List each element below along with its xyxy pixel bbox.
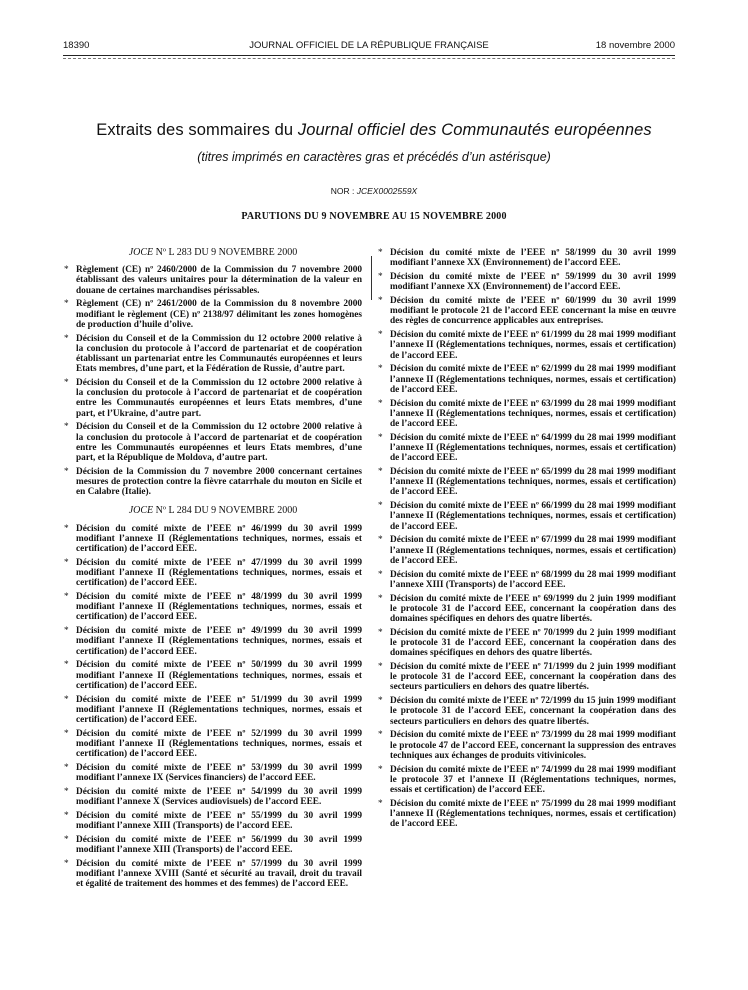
list-item xyxy=(378,628,676,659)
page-title-italic: Journal officiel des Communautés européennes xyxy=(297,121,652,139)
list-item-text: Décision du comité mixte de l’EEE nº 72/1999 du 15 juin 1999 modifiant le protocole 31 de l’accord EEE, concernant la coopération dans des secteurs particuliers en dehors des quatre libertés. xyxy=(390,696,676,727)
list-item-text: Décision du comité mixte de l’EEE nº 61/1999 du 28 mai 1999 modifiant l’annexe II (Réglementations techniques, normes, essais et certification) de l’accord EEE. xyxy=(390,330,676,361)
list-item xyxy=(64,811,362,831)
list-item xyxy=(378,399,676,430)
page-subtitle: (titres imprimés en caractères gras et précédés d’un astérisque) xyxy=(197,150,551,164)
header-rule-dashed xyxy=(63,58,675,59)
asterisk-marker: * xyxy=(378,501,383,512)
asterisk-marker: * xyxy=(64,787,69,798)
asterisk-marker: * xyxy=(64,265,69,276)
list-item-text: Décision du comité mixte de l’EEE nº 50/1999 du 30 avril 1999 modifiant l’annexe II (Réglementations techniques, normes, essais et certification) de l’accord EEE. xyxy=(76,660,362,691)
asterisk-marker: * xyxy=(64,626,69,637)
list-item xyxy=(378,296,676,327)
asterisk-marker: * xyxy=(64,523,69,534)
list-item xyxy=(378,501,676,532)
page-title xyxy=(0,121,748,140)
asterisk-marker: * xyxy=(64,835,69,846)
asterisk-marker: * xyxy=(378,535,383,546)
asterisk-marker: * xyxy=(378,248,383,258)
list-item-text: Décision du comité mixte de l’EEE nº 71/1999 du 2 juin 1999 modifiant le protocole 31 de l’accord EEE, concernant la coopération dans des secteurs particuliers en dehors des quatre libertés. xyxy=(390,662,676,693)
section-heading-journal: JOCE xyxy=(128,505,154,517)
list-item-text: Décision du comité mixte de l’EEE nº 55/1999 du 30 avril 1999 modifiant l’annexe XIII (Transports) de l’accord EEE. xyxy=(76,811,362,832)
list-item-text: Décision du comité mixte de l’EEE nº 57/1999 du 30 avril 1999 modifiant l’annexe XVIII (Santé et sécurité au travail, droit du travail et égalité de traitement des hommes et des femmes) de l’accord EEE. xyxy=(76,859,362,890)
list-item-text: Décision du comité mixte de l’EEE nº 64/1999 du 28 mai 1999 modifiant l’annexe II (Réglementations techniques, normes, essais et certification) de l’accord EEE. xyxy=(390,432,676,464)
asterisk-marker: * xyxy=(378,467,383,478)
list-item xyxy=(64,835,362,855)
list-item-text: Décision du comité mixte de l’EEE nº 63/1999 du 28 mai 1999 modifiant l’annexe II (Réglementations techniques, normes, essais et certification) de l’accord EEE. xyxy=(390,398,676,430)
list-item xyxy=(378,662,676,693)
running-header xyxy=(63,40,675,54)
list-item xyxy=(378,570,676,590)
list-item xyxy=(64,626,362,657)
list-item-text: Décision du comité mixte de l’EEE nº 56/1999 du 30 avril 1999 modifiant l’annexe XIII (Transports) de l’accord EEE. xyxy=(76,835,362,856)
list-item-text: Décision du comité mixte de l’EEE nº 75/1999 du 28 mai 1999 modifiant l’annexe II (Réglementations techniques, normes, essais et certification) de l’accord EEE. xyxy=(390,798,676,830)
nor-code: JCEX0002559X xyxy=(356,186,418,196)
asterisk-marker: * xyxy=(64,378,69,389)
asterisk-marker: * xyxy=(64,422,69,433)
header-rule xyxy=(63,55,675,56)
column-divider xyxy=(371,256,372,300)
list-item xyxy=(64,524,362,555)
list-item xyxy=(64,378,362,419)
section-heading xyxy=(64,506,362,516)
asterisk-marker: * xyxy=(64,299,69,310)
asterisk-marker: * xyxy=(64,811,69,822)
list-item xyxy=(64,763,362,783)
asterisk-marker: * xyxy=(378,330,383,341)
asterisk-marker: * xyxy=(378,569,383,580)
list-item-text: Décision de la Commission du 7 novembre 2000 concernant certaines mesures de protection contre la fièvre catarrhale du mouton en Sicile et en Calabre (Italie). xyxy=(76,466,362,498)
list-item-text: Décision du comité mixte de l’EEE nº 67/1999 du 28 mai 1999 modifiant l’annexe II (Réglementations techniques, normes, essais et certification) de l’accord EEE. xyxy=(390,535,676,566)
list-item xyxy=(378,364,676,395)
list-item xyxy=(378,467,676,498)
list-item xyxy=(378,799,676,830)
asterisk-marker: * xyxy=(64,592,69,603)
list-item-text: Décision du comité mixte de l’EEE nº 66/1999 du 28 mai 1999 modifiant l’annexe II (Réglementations techniques, normes, essais et certification) de l’accord EEE. xyxy=(390,501,676,532)
asterisk-marker: * xyxy=(64,859,69,870)
list-item-text: Règlement (CE) nº 2460/2000 de la Commission du 7 novembre 2000 établissant des valeurs unitaires pour la détermination de la valeur en douane de certaines marchandises périssables. xyxy=(76,265,362,296)
list-item-text: Décision du Conseil et de la Commission du 12 octobre 2000 relative à la conclusion du protocole à l’accord de partenariat et de coopération entre les Communautés européennes et leurs Etats membres, d’une part, et la République de Moldova, d’autre part. xyxy=(76,422,362,464)
section-heading-journal: JOCE xyxy=(128,247,154,258)
asterisk-marker: * xyxy=(64,466,69,477)
list-item xyxy=(64,729,362,760)
asterisk-marker: * xyxy=(378,296,383,306)
list-item xyxy=(378,730,676,761)
section-heading xyxy=(64,248,362,258)
section-list xyxy=(378,248,676,829)
list-item-text: Décision du comité mixte de l’EEE nº 58/1999 du 30 avril 1999 modifiant l’annexe XX (Environnement) de l’accord EEE. xyxy=(390,248,676,269)
page-title-prefix: Extraits des sommaires du xyxy=(96,121,298,139)
list-item-text: Décision du comité mixte de l’EEE nº 68/1999 du 28 mai 1999 modifiant l’annexe XIII (Transports) de l’accord EEE. xyxy=(390,569,676,590)
journal-title: JOURNAL OFFICIEL DE LA RÉPUBLIQUE FRANÇAISE xyxy=(249,40,489,51)
asterisk-marker: * xyxy=(378,272,383,282)
list-item-text: Décision du comité mixte de l’EEE nº 54/1999 du 30 avril 1999 modifiant l’annexe X (Services audiovisuels) de l’accord EEE. xyxy=(76,787,362,808)
list-item xyxy=(64,334,362,375)
section-list xyxy=(64,524,362,890)
list-item xyxy=(64,592,362,623)
list-item xyxy=(64,422,362,463)
list-item-text: Décision du comité mixte de l’EEE nº 69/1999 du 2 juin 1999 modifiant le protocole 31 de l’accord EEE, concernant la coopération dans des domaines spécifiques en dehors des quatre libertés. xyxy=(390,593,676,625)
list-item-text: Décision du comité mixte de l’EEE nº 48/1999 du 30 avril 1999 modifiant l’annexe II (Réglementations techniques, normes, essais et certification) de l’accord EEE. xyxy=(76,592,362,623)
section-list xyxy=(64,265,362,497)
list-item-text: Décision du comité mixte de l’EEE nº 74/1999 du 28 mai 1999 modifiant le protocole 37 et l’annexe II (Réglementations techniques, normes, essais et certification) de l’accord EEE. xyxy=(390,764,676,796)
asterisk-marker: * xyxy=(64,557,69,568)
list-item xyxy=(64,299,362,330)
left-column xyxy=(64,248,362,893)
asterisk-marker: * xyxy=(378,398,383,409)
asterisk-marker: * xyxy=(64,694,69,705)
asterisk-marker: * xyxy=(64,763,69,774)
list-item xyxy=(378,594,676,625)
nor-reference xyxy=(0,186,748,196)
list-item-text: Règlement (CE) nº 2461/2000 de la Commission du 8 novembre 2000 modifiant le règlement (CE) nº 2138/97 délimitant les zones homogènes de production d’huile d’olive. xyxy=(76,299,362,330)
list-item xyxy=(378,272,676,292)
list-item-text: Décision du Conseil et de la Commission du 12 octobre 2000 relative à la conclusion du protocole à l’accord de partenariat et de coopération entre les Communautés européennes et leurs Etats membres, d’une part, et l’Ukraine, d’autre part. xyxy=(76,378,362,419)
asterisk-marker: * xyxy=(378,798,383,809)
asterisk-marker: * xyxy=(378,696,383,707)
list-item-text: Décision du comité mixte de l’EEE nº 59/1999 du 30 avril 1999 modifiant l’annexe XX (Environnement) de l’accord EEE. xyxy=(390,272,676,293)
nor-label: NOR : xyxy=(330,186,357,196)
list-item xyxy=(378,535,676,566)
asterisk-marker: * xyxy=(64,333,69,344)
list-item xyxy=(378,765,676,796)
asterisk-marker: * xyxy=(378,593,383,604)
section-heading-issue: Nº L 283 DU 9 NOVEMBRE 2000 xyxy=(153,247,298,258)
list-item xyxy=(378,330,676,361)
asterisk-marker: * xyxy=(64,660,69,671)
list-item-text: Décision du comité mixte de l’EEE nº 51/1999 du 30 avril 1999 modifiant l’annexe II (Réglementations techniques, normes, essais et certification) de l’accord EEE. xyxy=(76,694,362,726)
list-item xyxy=(64,467,362,498)
issue-date: 18 novembre 2000 xyxy=(595,40,675,51)
list-item xyxy=(64,859,362,890)
list-item xyxy=(378,696,676,727)
list-item-text: Décision du comité mixte de l’EEE nº 47/1999 du 30 avril 1999 modifiant l’annexe II (Réglementations techniques, normes, essais et certification) de l’accord EEE. xyxy=(76,557,362,589)
asterisk-marker: * xyxy=(378,662,383,673)
right-column xyxy=(378,248,676,833)
section-heading-issue: Nº L 284 DU 9 NOVEMBRE 2000 xyxy=(153,505,298,517)
list-item-text: Décision du comité mixte de l’EEE nº 70/1999 du 2 juin 1999 modifiant le protocole 31 de l’accord EEE, concernant la coopération dans des domaines spécifiques en dehors des quatre libertés. xyxy=(390,627,676,659)
list-item xyxy=(378,433,676,464)
list-item-text: Décision du comité mixte de l’EEE nº 52/1999 du 30 avril 1999 modifiant l’annexe II (Réglementations techniques, normes, essais et certification) de l’accord EEE. xyxy=(76,728,362,760)
asterisk-marker: * xyxy=(378,432,383,443)
list-item xyxy=(64,265,362,296)
list-item-text: Décision du comité mixte de l’EEE nº 73/1999 du 28 mai 1999 modifiant le protocole 47 de l’accord EEE, concernant la suppression des entraves techniques aux échanges de produits vitivinicoles. xyxy=(390,730,676,761)
list-item xyxy=(378,248,676,268)
asterisk-marker: * xyxy=(378,627,383,638)
list-item-text: Décision du comité mixte de l’EEE nº 65/1999 du 28 mai 1999 modifiant l’annexe II (Réglementations techniques, normes, essais et certification) de l’accord EEE. xyxy=(390,467,676,498)
list-item-text: Décision du comité mixte de l’EEE nº 60/1999 du 30 avril 1999 modifiant le protocole 21 de l’accord EEE concernant la mise en œuvre des règles de concurrence applicables aux entreprises. xyxy=(390,296,676,327)
asterisk-marker: * xyxy=(378,730,383,741)
list-item xyxy=(64,787,362,807)
page-number: 18390 xyxy=(63,40,90,51)
asterisk-marker: * xyxy=(378,764,383,775)
list-item xyxy=(64,695,362,726)
list-item-text: Décision du comité mixte de l’EEE nº 46/1999 du 30 avril 1999 modifiant l’annexe II (Réglementations techniques, normes, essais et certification) de l’accord EEE. xyxy=(76,523,362,555)
list-item xyxy=(64,660,362,691)
asterisk-marker: * xyxy=(64,728,69,739)
list-item-text: Décision du Conseil et de la Commission du 12 octobre 2000 relative à la conclusion du protocole à l’accord de partenariat et de coopération établissant un partenariat entre les Communautés européennes et leurs Etats membres, d’une part, et la Fédération de Russie, d’autre part. xyxy=(76,333,362,375)
list-item-text: Décision du comité mixte de l’EEE nº 53/1999 du 30 avril 1999 modifiant l’annexe IX (Services financiers) de l’accord EEE. xyxy=(76,763,362,784)
asterisk-marker: * xyxy=(378,364,383,375)
list-item-text: Décision du comité mixte de l’EEE nº 49/1999 du 30 avril 1999 modifiant l’annexe II (Réglementations techniques, normes, essais et certification) de l’accord EEE. xyxy=(76,626,362,657)
parutions-heading: PARUTIONS DU 9 NOVEMBRE AU 15 NOVEMBRE 2000 xyxy=(241,211,507,222)
list-item-text: Décision du comité mixte de l’EEE nº 62/1999 du 28 mai 1999 modifiant l’annexe II (Réglementations techniques, normes, essais et certification) de l’accord EEE. xyxy=(390,364,676,395)
list-item xyxy=(64,558,362,589)
